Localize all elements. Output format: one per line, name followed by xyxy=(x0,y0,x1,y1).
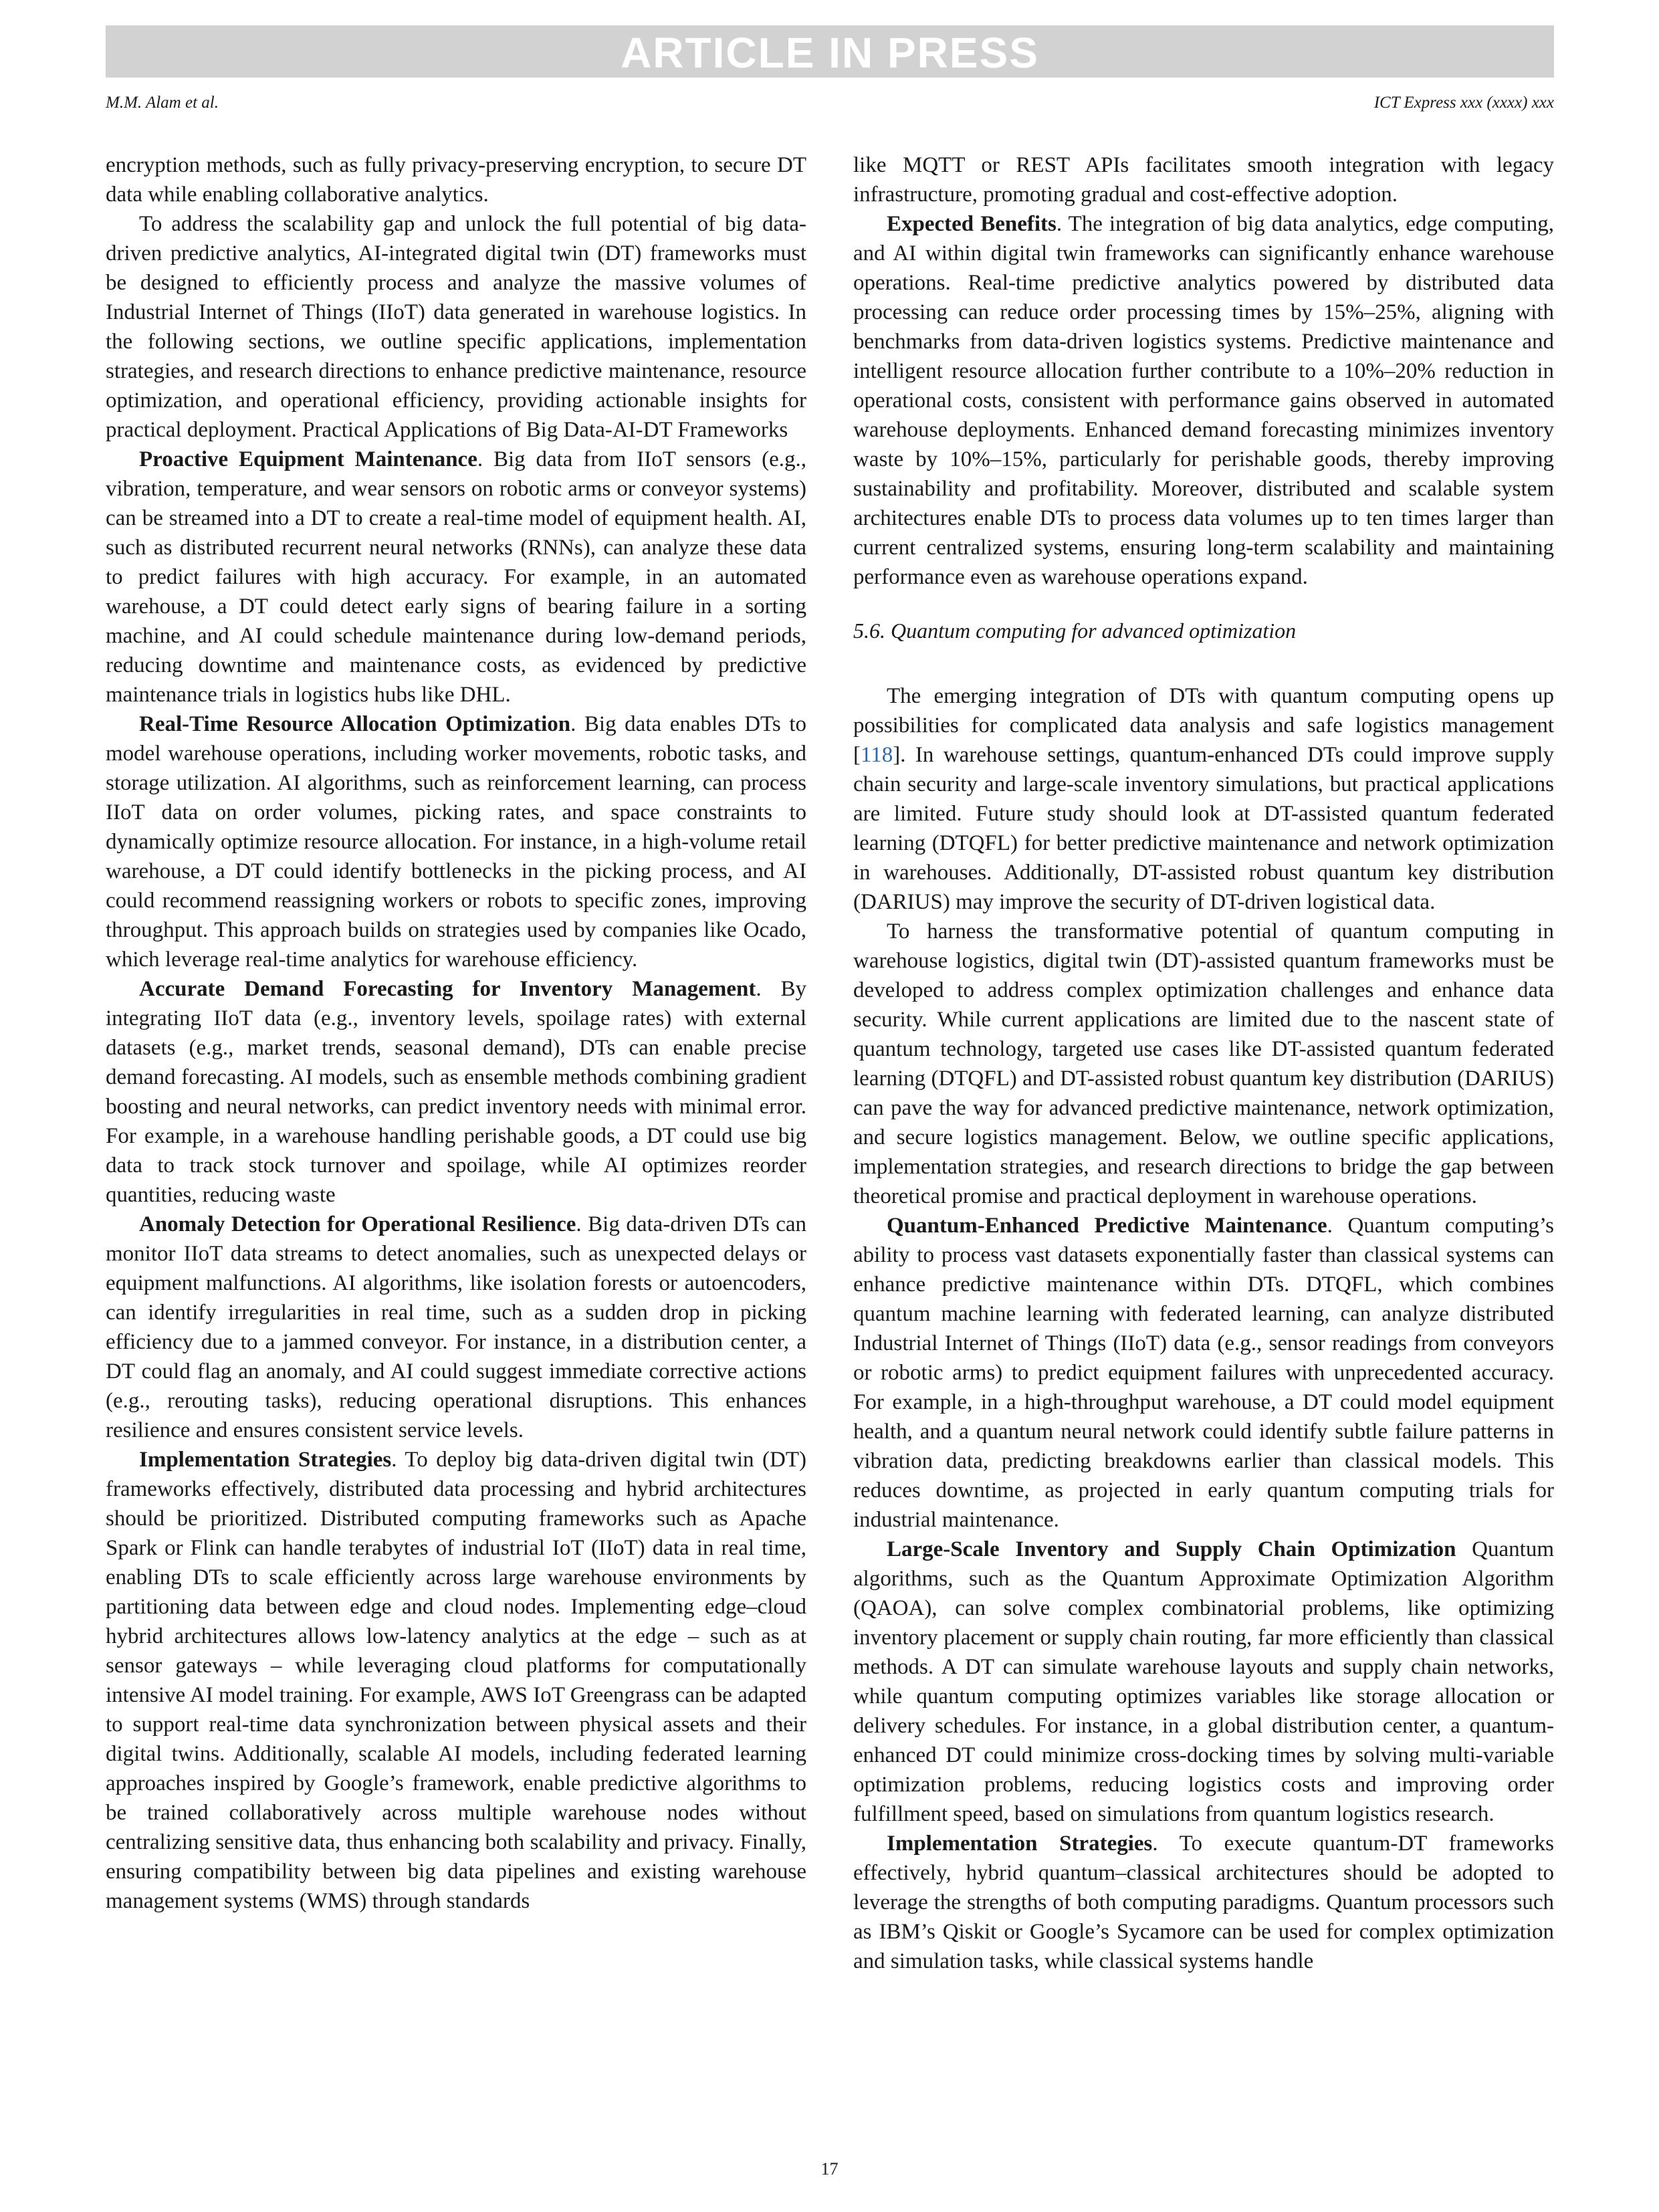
paragraph: Proactive Equipment Maintenance. Big data from IIoT sensors (e.g., vibration, temperature, and wear sensors on robotic arms or conveyor systems) can be streamed into a DT to create a real-time model of equipment health. AI, such as distributed recurrent neural networks (RNNs), can analyze these data to predict failures with high accuracy. For example, in an automated warehouse, a DT could detect early signs of bearing failure in a sorting machine, and AI could schedule maintenance during low-demand periods, reducing downtime and maintenance costs, as evidenced by predictive maintenance trials in logistics hubs like DHL. xyxy=(106,447,806,707)
paragraph: Large-Scale Inventory and Supply Chain Optimization Quantum algorithms, such as the Quantum Approximate Optimization Algorithm (QAOA), can solve complex combinatorial problems, like optimizing inventory placement or supply chain routing, far more efficiently than classical methods. A DT can simulate warehouse layouts and supply chain networks, while quantum computing optimizes variables like storage allocation or delivery schedules. For instance, in a global distribution center, a quantum-enhanced DT could minimize cross-docking times by solving multi-variable optimization problems, reducing logistics costs and improving order fulfillment speed, based on simulations from quantum logistics research. xyxy=(853,1537,1554,1826)
paragraph-heading: Expected Benefits xyxy=(887,212,1057,236)
paragraph-heading: Anomaly Detection for Operational Resilience xyxy=(139,1212,576,1236)
paragraph: Implementation Strategies. To deploy big data-driven digital twin (DT) frameworks effectively, distributed data processing and hybrid architectures should be prioritized. Distributed computing frameworks such as Apache Spark or Flink can handle terabytes of industrial IoT (IIoT) data in real time, enabling DTs to scale efficiently across large warehouse environments by partitioning data between edge and cloud nodes. Implementing edge–cloud hybrid architectures allows low-latency analytics at the edge – such as at sensor gateways – while leveraging cloud platforms for computationally intensive AI model training. For example, AWS IoT Greengrass can be adapted to support real-time data synchronization between physical assets and their digital twins. Additionally, scalable AI models, including federated learning approaches inspired by Google’s framework, enable predictive algorithms to be trained collaboratively across multiple warehouse nodes without centralizing sensitive data, thus enhancing both scalability and privacy. Finally, ensuring compatibility between big data pipelines and existing warehouse management systems (WMS) through standards xyxy=(106,1448,806,1913)
running-head-journal: ICT Express xxx (xxxx) xxx xyxy=(1373,94,1554,112)
paragraph-heading: Large-Scale Inventory and Supply Chain Optimization xyxy=(887,1537,1456,1561)
article-in-press-banner: ARTICLE IN PRESS xyxy=(106,25,1554,78)
page-number: 17 xyxy=(820,2159,839,2179)
paragraph-heading: Implementation Strategies xyxy=(887,1832,1153,1856)
paragraph: Anomaly Detection for Operational Resilience. Big data-driven DTs can monitor IIoT data streams to detect anomalies, such as unexpected delays or equipment malfunctions. AI algorithms, like isolation forests or autoencoders, can identify irregularities in real time, such as a sudden drop in picking efficiency due to a jammed conveyor. For instance, in a distribution center, a DT could flag an anomaly, and AI could suggest immediate corrective actions (e.g., rerouting tasks), reducing operational disruptions. This enhances resilience and ensures consistent service levels. xyxy=(106,1212,806,1442)
paragraph-heading: Implementation Strategies xyxy=(139,1448,392,1472)
left-column xyxy=(106,150,806,1916)
paragraph: To address the scalability gap and unlock the full potential of big data-driven predictive analytics, AI-integrated digital twin (DT) frameworks must be designed to efficiently process and analyze the massive volumes of Industrial Internet of Things (IIoT) data generated in warehouse logistics. In the following sections, we outline specific applications, implementation strategies, and research directions to enhance predictive maintenance, resource optimization, and operational efficiency, providing actionable insights for practical deployment. Practical Applications of Big Data-AI-DT Frameworks xyxy=(106,212,806,442)
paragraph: Real-Time Resource Allocation Optimization. Big data enables DTs to model warehouse operations, including worker movements, robotic tasks, and storage utilization. AI algorithms, such as reinforcement learning, can process IIoT data on order volumes, picking rates, and space constraints to dynamically optimize resource allocation. For instance, in a high-volume retail warehouse, a DT could identify bottlenecks in the picking process, and AI could recommend reassigning workers or robots to specific zones, improving throughput. This approach builds on strategies used by companies like Ocado, which leverage real-time analytics for warehouse efficiency. xyxy=(106,712,806,972)
paragraph-heading: Proactive Equipment Maintenance xyxy=(139,447,477,471)
paragraph: Accurate Demand Forecasting for Inventory Management. By integrating IIoT data (e.g., inventory levels, spoilage rates) with external datasets (e.g., market trends, seasonal demand), DTs can enable precise demand forecasting. AI models, such as ensemble methods combining gradient boosting and neural networks, can predict inventory needs with minimal error. For example, in a warehouse handling perishable goods, a DT could use big data to track stock turnover and spoilage, while AI optimizes reorder quantities, reducing waste xyxy=(106,977,806,1207)
paragraph-heading: Quantum-Enhanced Predictive Maintenance xyxy=(887,1214,1327,1238)
right-column xyxy=(853,150,1554,1976)
running-head-authors: M.M. Alam et al. xyxy=(106,94,219,112)
section-heading: 5.6. Quantum computing for advanced optimization xyxy=(853,619,1297,643)
paragraph: Quantum-Enhanced Predictive Maintenance. Quantum computing’s ability to process vast datasets exponentially faster than classical systems can enhance predictive maintenance within DTs. DTQFL, which combines quantum machine learning with federated learning, can analyze distributed Industrial Internet of Things (IIoT) data (e.g., sensor readings from conveyors or robotic arms) to predict equipment failures with unprecedented accuracy. For example, in a high-throughput warehouse, a DT could model equipment health, and a quantum neural network could identify subtle failure patterns in vibration data, predicting breakdowns earlier than classical models. This reduces downtime, as projected in early quantum computing trials for industrial maintenance. xyxy=(853,1214,1554,1532)
paragraph: To harness the transformative potential of quantum computing in warehouse logistics, digital twin (DT)-assisted quantum frameworks must be developed to address complex optimization challenges and enhance data security. While current applications are limited due to the nascent state of quantum technology, targeted use cases like DT-assisted quantum federated learning (DTQFL) and DT-assisted robust quantum key distribution (DARIUS) can pave the way for advanced predictive maintenance, network optimization, and secure logistics management. Below, we outline specific applications, implementation strategies, and research directions to bridge the gap between theoretical promise and practical deployment in warehouse operations. xyxy=(853,919,1554,1208)
paragraph-heading: Real-Time Resource Allocation Optimization xyxy=(139,712,571,736)
paragraph: Expected Benefits. The integration of big data analytics, edge computing, and AI within digital twin frameworks can significantly enhance warehouse operations. Real-time predictive analytics powered by distributed data processing can reduce order processing times by 15%–25%, aligning with benchmarks from data-driven logistics systems. Predictive maintenance and intelligent resource allocation further contribute to a 10%–20% reduction in operational costs, consistent with performance gains observed in automated warehouse deployments. Enhanced demand forecasting minimizes inventory waste by 10%–15%, particularly for perishable goods, thereby improving sustainability and profitability. Moreover, distributed and scalable system architectures enable DTs to process data volumes up to ten times larger than current centralized systems, ensuring long-term scalability and maintaining performance even as warehouse operations expand. xyxy=(853,212,1554,589)
paragraph: like MQTT or REST APIs facilitates smooth integration with legacy infrastructure, promoting gradual and cost-effective adoption. xyxy=(853,153,1554,207)
paragraph-heading: Accurate Demand Forecasting for Inventory Management xyxy=(139,977,756,1001)
paragraph: Implementation Strategies. To execute quantum-DT frameworks effectively, hybrid quantum–classical architectures should be adopted to leverage the strengths of both computing paradigms. Quantum processors such as IBM’s Qiskit or Google’s Sycamore can be used for complex optimization and simulation tasks, while classical systems handle xyxy=(853,1832,1554,1973)
paragraph: encryption methods, such as fully privacy-preserving encryption, to secure DT data while enabling collaborative analytics. xyxy=(106,153,806,207)
citation-link[interactable]: 118 xyxy=(861,743,893,767)
paragraph: The emerging integration of DTs with quantum computing opens up possibilities for complicated data analysis and safe logistics management [118]. In warehouse settings, quantum-enhanced DTs could improve supply chain security and large-scale inventory simulations, but practical applications are limited. Future study should look at DT-assisted quantum federated learning (DTQFL) for better predictive maintenance and network optimization in warehouses. Additionally, DT-assisted robust quantum key distribution (DARIUS) may improve the security of DT-driven logistical data. xyxy=(853,684,1554,914)
